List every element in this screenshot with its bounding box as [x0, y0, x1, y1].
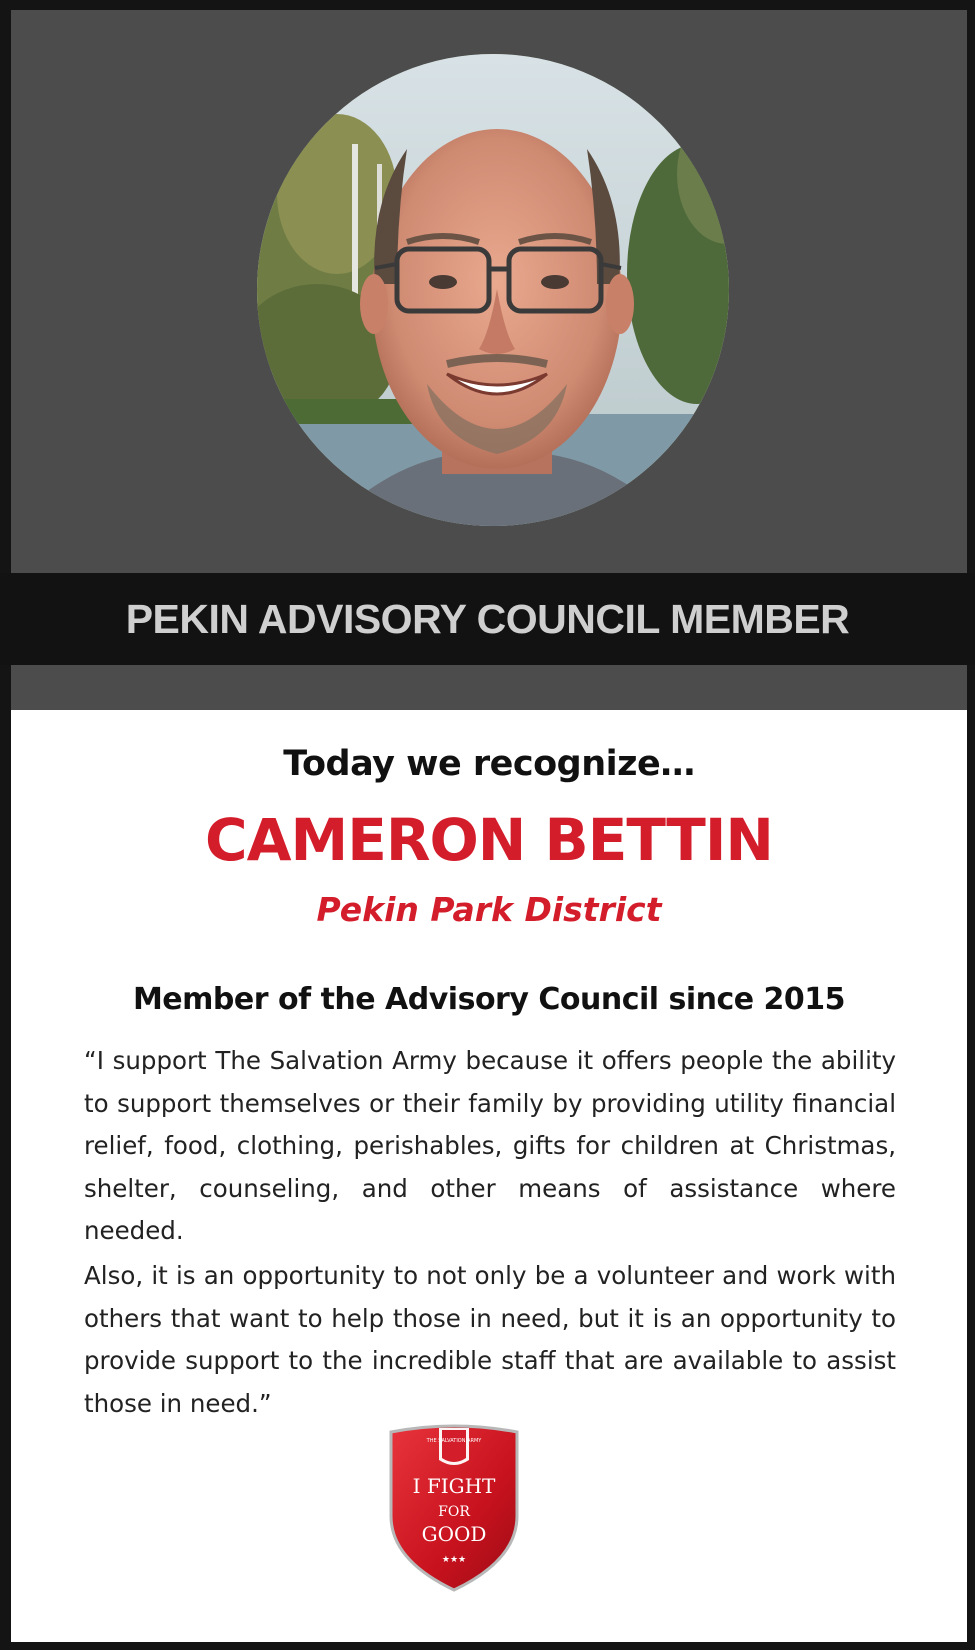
- quote-paragraph-1: “I support The Salvation Army because it offers people the ability to support themselves or their family by providing utility financial relief, food, clothing, perishables, gifts for children at Christmas, shelter, counseling, and other means of assistance where needed.: [84, 1046, 896, 1245]
- member-organization: Pekin Park District: [316, 890, 662, 929]
- logo-line-2: FOR: [438, 1504, 470, 1520]
- title-banner: [0, 573, 975, 665]
- banner-title: PEKIN ADVISORY COUNCIL MEMBER: [125, 595, 850, 642]
- grey-divider-strip: [11, 665, 967, 710]
- salvation-army-shield-icon: [381, 1420, 527, 1596]
- member-name: CAMERON BETTIN: [205, 806, 773, 874]
- content-panel: [11, 710, 967, 1642]
- intro-heading: Today we recognize…: [283, 744, 695, 784]
- logo-line-3: GOOD: [421, 1522, 487, 1546]
- quote-paragraph-2: Also, it is an opportunity to not only be a volunteer and work with others that want to help those in need, but it is an opportunity to provide support to the incredible staff that are available to assist those in need.”: [84, 1261, 896, 1418]
- logo-line-1: I FIGHT: [412, 1474, 496, 1498]
- shield-top-text: THE SALVATION ARMY: [426, 1438, 482, 1444]
- logo-stars: ★★★: [441, 1555, 467, 1565]
- photo-panel: [11, 10, 967, 573]
- member-since-heading: Member of the Advisory Council since 2015: [132, 982, 846, 1017]
- portrait-photo: [257, 54, 729, 526]
